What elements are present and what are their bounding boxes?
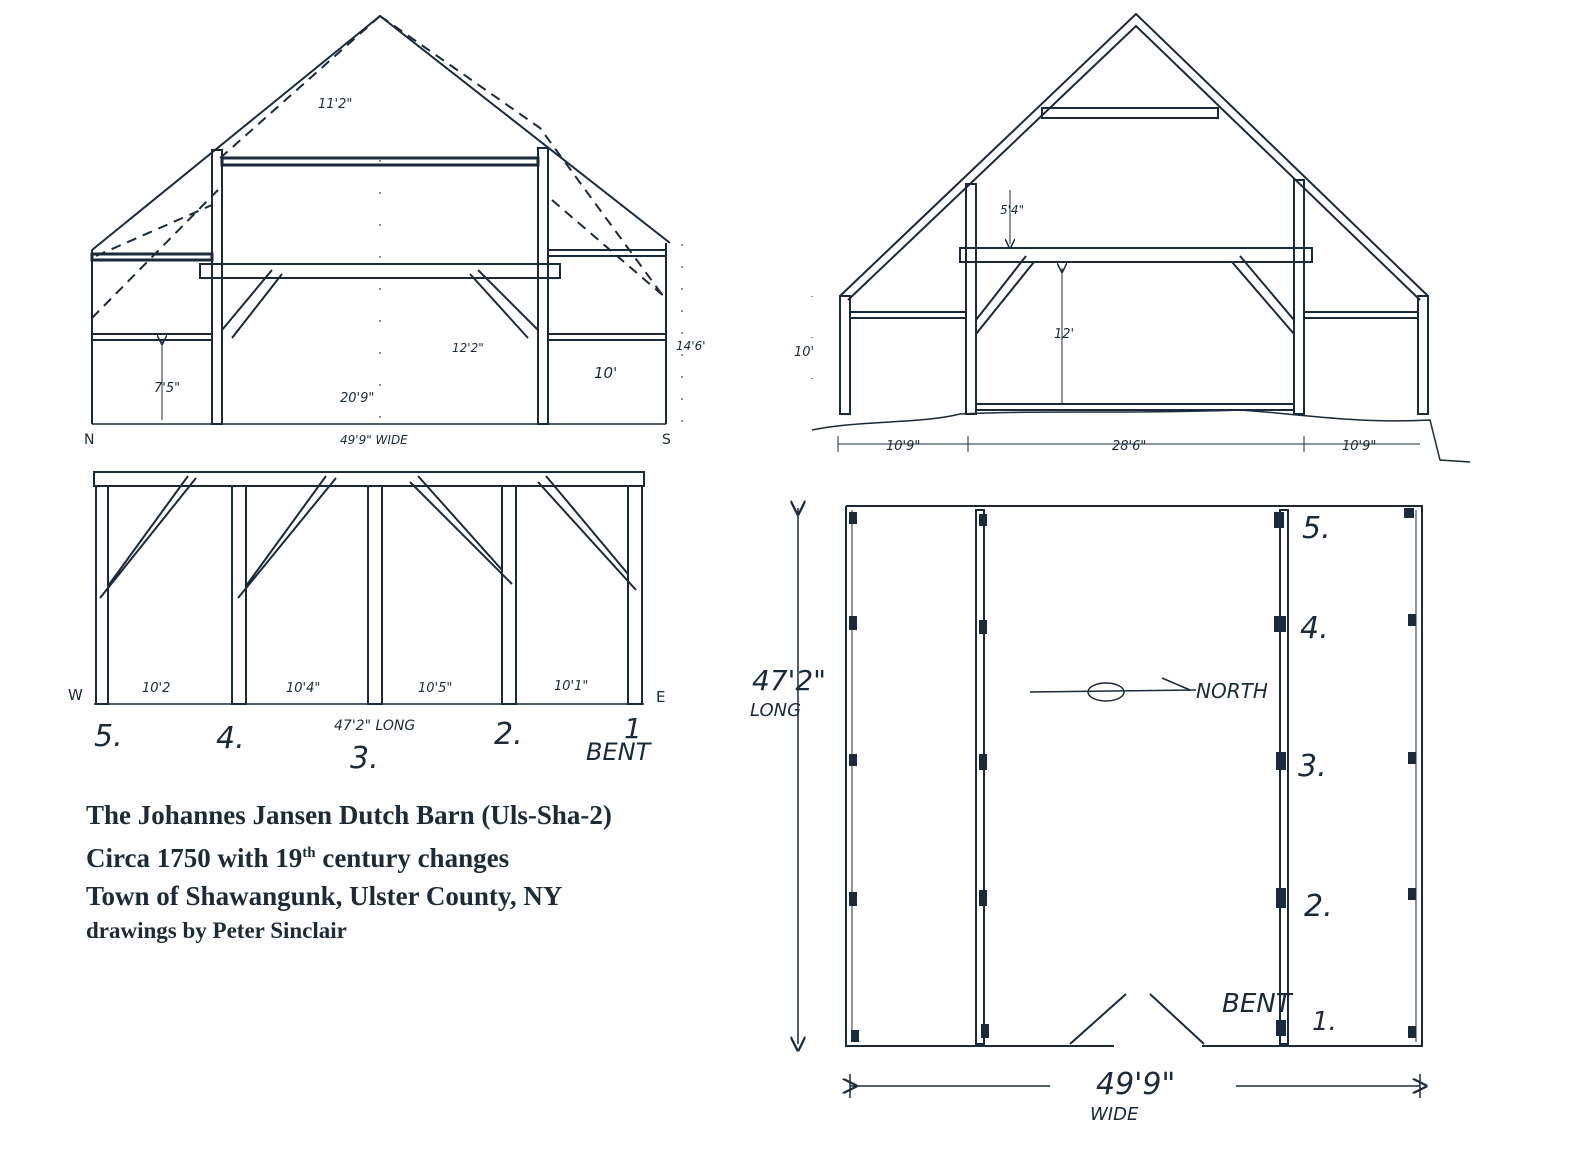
caption-title: The Johannes Jansen Dutch Barn (Uls-Sha-2): [86, 800, 612, 830]
cross-section-current: [812, 14, 1470, 462]
plan-width-word: WIDE: [1090, 1104, 1139, 1125]
nave-height-dim: 12'2": [452, 341, 484, 355]
caption-credit: drawings by Peter Sinclair: [86, 918, 347, 943]
plan-bent-5: 5.: [1302, 511, 1331, 546]
aisle-right-dim: 10': [594, 364, 618, 382]
elev-bent-2: 2.: [494, 717, 523, 752]
cross-section-original-labels: [84, 97, 706, 448]
plan-length-word: LONG: [750, 700, 802, 721]
caption-date-pre: Circa 1750 with 19: [86, 843, 303, 873]
longitudinal-elevation: [94, 472, 644, 704]
cross-section-original: [92, 16, 682, 424]
plan-bent-4: 4.: [1300, 611, 1329, 646]
caption-date-sup: th: [302, 845, 316, 861]
bay-span-4: 10'1": [554, 679, 589, 694]
elev-bent-label: BENT: [586, 738, 651, 766]
overall-width-dim: 49'9" WIDE: [340, 433, 408, 447]
west-label: W: [68, 686, 83, 704]
bay-span-3: 10'5": [418, 681, 453, 696]
bay-span-1: 10'2: [142, 681, 171, 696]
north-label: NORTH: [1196, 679, 1268, 703]
bay-span-2: 10'4": [286, 681, 321, 696]
nave-height-dim-current: 12': [1054, 327, 1075, 342]
nave-width-dim: 20'9": [340, 391, 375, 406]
aisle-left-width: 10'9": [886, 439, 921, 454]
plan-bent-1: 1.: [1312, 1007, 1337, 1037]
nave-width: 28'6": [1112, 439, 1147, 454]
elev-bent-4: 4.: [216, 721, 245, 756]
elev-bent-5: 5.: [94, 719, 123, 754]
plan-width-dim: 49'9": [1096, 1067, 1176, 1102]
caption-location: Town of Shawangunk, Ulster County, NY: [86, 881, 563, 911]
plan-bent-2: 2.: [1304, 889, 1333, 924]
plan-bent-3: 3.: [1298, 749, 1327, 784]
caption-block: [86, 796, 786, 947]
floor-plan-labels: [750, 511, 1337, 1125]
north-side-label: N: [84, 432, 95, 448]
upper-dim: 5'4": [1000, 203, 1025, 217]
plan-bent-label: BENT: [1222, 989, 1292, 1019]
aisle-right-width: 10'9": [1342, 439, 1377, 454]
elev-bent-1: 1: [624, 712, 642, 745]
elev-bent-3: 3.: [350, 741, 379, 776]
height-dim: 14'6': [676, 339, 706, 353]
plan-length-dim: 47'2": [752, 664, 827, 697]
south-side-label: S: [662, 432, 671, 448]
overall-length-dim: 47'2" LONG: [334, 718, 416, 734]
post-height-dim: 10': [794, 345, 815, 360]
caption-date: [86, 834, 786, 877]
aisle-left-dim: 7'5": [154, 381, 181, 396]
caption-date-post: century changes: [315, 843, 510, 873]
rafter-dim: 11'2": [318, 97, 353, 112]
elevation-labels: [68, 679, 665, 776]
east-label: E: [656, 688, 666, 706]
